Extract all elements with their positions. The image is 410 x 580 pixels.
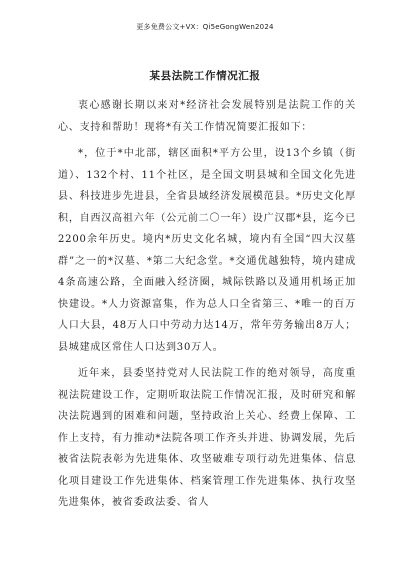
document-title: 某县法院工作情况汇报 bbox=[149, 70, 261, 82]
paragraph-intro: 衷心感谢长期以来对*经济社会发展特别是法院工作的关心、支持和帮助！现将*有关工作情况简要汇报如下： bbox=[58, 100, 356, 133]
header-watermark: 更多免费公文+VX：Qi5eGongWen2024 bbox=[136, 23, 274, 31]
paragraph-court-work: 近年来，县委坚持党对人民法院工作的绝对领导，高度重视法院建设工作，定期听取法院工作情况汇报，及时研究和解决法院遇到的困难和问题，坚持政治上关心、经费上保障、工作上支持，有力推动*法院各项工作齐头并进、协调发展，先后被省法院表彰为先进集体、攻坚破难专项行动先进集体、信息化项目建设工作先进集体、档案管理工作先进集体、执行攻坚先进集体，被省委政法委、省人 bbox=[58, 368, 356, 508]
paragraph-county-overview: *，位于*中北部，辖区面积*平方公里，设13个乡镇（街道）、132个村、11个社区，是全国文明县城和全国文化先进县、科技进步先进县，全省县域经济发展模范县。*历史文化厚积，自西汉高祖六年（公元前二〇一年）设广汉郡*县，迄今已2200余年历史。境内*历史文化名城，境内有全国“四大汉墓群”之一的*汉墓、*第二大纪念堂。*交通优越独特，境内建成4条高速公路，全面融入经济圈，城际铁路以及通用机场正加快建设。*人力资源富集，作为总人口全省第三、*唯一的百万人口大县，48万人口中劳动力达14万，常年劳务输出8万人；县城建成区常住人口达到30万人。 bbox=[58, 148, 356, 353]
document-body bbox=[58, 95, 356, 519]
